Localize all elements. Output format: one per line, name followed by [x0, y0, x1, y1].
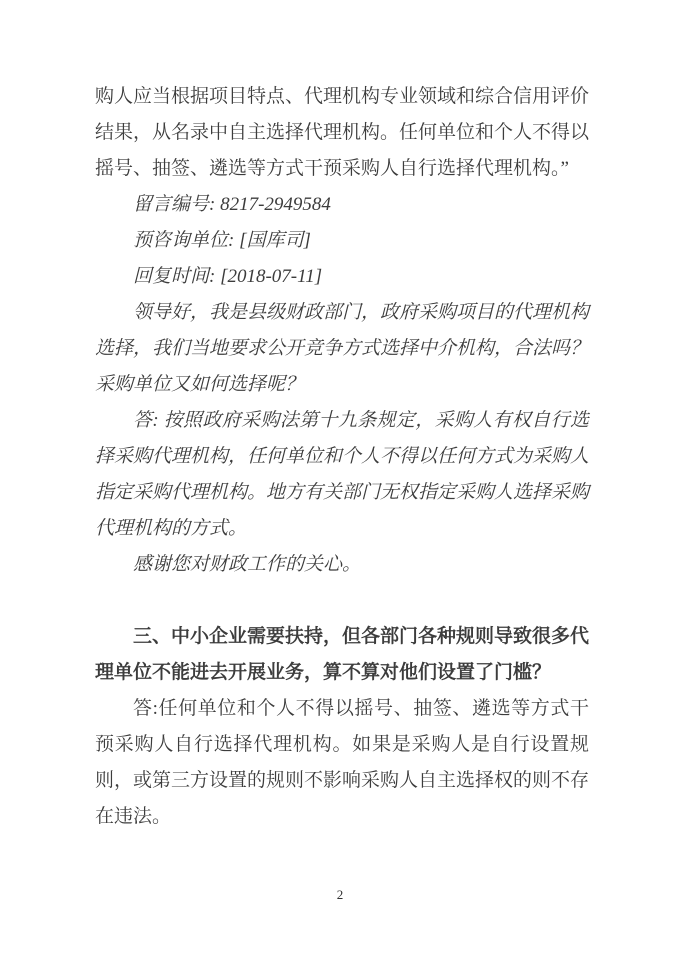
- section-answer-paragraph: 答:任何单位和个人不得以摇号、抽签、遴选等方式干预采购人自行选择代理机构。如果是采购人是自行设置规则，或第三方设置的规则不影响采购人自主选择权的则不存在违法。: [95, 698, 590, 827]
- page-number: 2: [336, 887, 344, 902]
- continuation-paragraph: 购人应当根据项目特点、代理机构专业领域和综合信用评价结果，从名录中自主选择代理机构。任何单位和个人不得以摇号、抽签、遴选等方式干预采购人自行选择代理机构。”: [95, 86, 590, 179]
- question-paragraph: 领导好，我是县级财政部门，政府采购项目的代理机构选择，我们当地要求公开竞争方式选择中介机构，合法吗？采购单位又如何选择呢？: [95, 302, 590, 395]
- document-body: [95, 79, 589, 835]
- thanks-line: 感谢您对财政工作的关心。: [133, 554, 362, 575]
- answer-paragraph: 答: 按照政府采购法第十九条规定，采购人有权自行选择采购代理机构，任何单位和个人不得以任何方式为采购人指定采购代理机构。地方有关部门无权指定采购人选择采购代理机构的方式。: [95, 410, 590, 539]
- inquiry-unit-line: 预咨询单位: [国库司]: [133, 230, 311, 251]
- reply-time-line: 回复时间: [2018-07-11]: [133, 266, 323, 287]
- section-heading: 三、中小企业需要扶持，但各部门各种规则导致很多代理单位不能进去开展业务，算不算对他们设置了门槛？: [95, 626, 590, 683]
- message-id-line: 留言编号: 8217-2949584: [133, 194, 331, 215]
